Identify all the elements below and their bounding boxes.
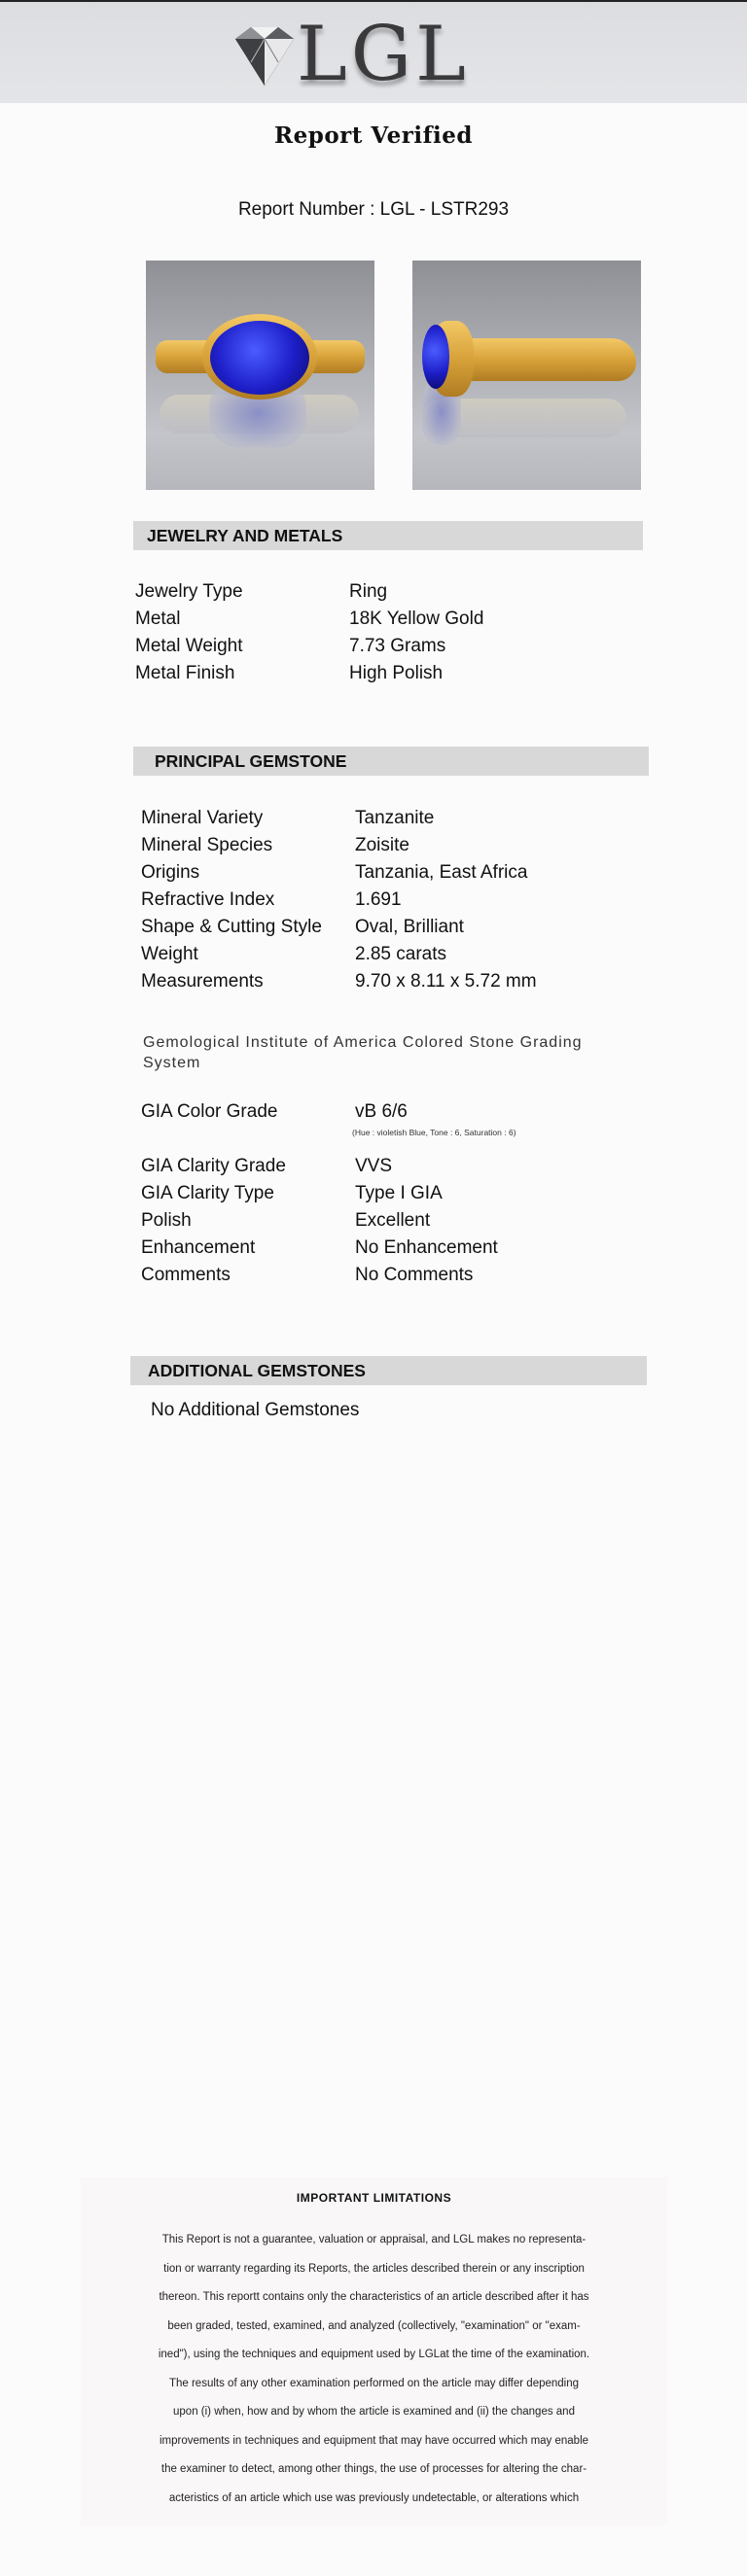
detail-value: No Comments: [355, 1265, 474, 1285]
color-grade-note: (Hue : violetish Blue, Tone : 6, Saturation : 6): [352, 1128, 516, 1137]
ring-front-photo: [146, 261, 374, 490]
additional-gemstones-text: No Additional Gemstones: [151, 1400, 360, 1420]
tanzanite-stone: [210, 321, 309, 395]
detail-value: No Enhancement: [355, 1237, 498, 1258]
detail-value: Oval, Brilliant: [355, 917, 464, 937]
detail-label: Refractive Index: [141, 889, 275, 910]
limitations-line: acteristics of an article which use was previously undetectable, or alterations which: [168, 2491, 580, 2504]
section-jewelry-and-metals: JEWELRY AND METALS: [133, 521, 643, 550]
detail-label: Jewelry Type: [135, 581, 243, 602]
detail-value: VVS: [355, 1156, 393, 1176]
section-additional-gemstones: ADDITIONAL GEMSTONES: [130, 1356, 647, 1385]
detail-label: Metal Finish: [135, 663, 235, 683]
detail-label: Polish: [141, 1210, 192, 1231]
detail-value: Ring: [349, 581, 388, 602]
detail-value: Type I GIA: [355, 1183, 443, 1203]
detail-label: Comments: [141, 1265, 231, 1285]
limitations-line: improvements in techniques and equipment that may have occurred which may enable: [159, 2434, 589, 2447]
detail-value: Tanzania, East Africa: [355, 862, 528, 883]
limitations-heading: IMPORTANT LIMITATIONS: [296, 2191, 452, 2205]
detail-label: Mineral Species: [141, 835, 273, 855]
limitations-line: thereon. This reportt contains only the characteristics of an article described after it has: [159, 2291, 589, 2303]
detail-value: vB 6/6: [355, 1101, 408, 1122]
detail-label: Weight: [141, 944, 198, 964]
report-number: Report Number : LGL - LSTR293: [237, 199, 510, 220]
section-principal-gemstone: PRINCIPAL GEMSTONE: [133, 747, 649, 776]
detail-label: Measurements: [141, 971, 264, 992]
detail-label: Shape & Cutting Style: [141, 917, 322, 937]
gia-grading-system-title: Gemological Institute of America Colored Stone Grading System: [143, 1034, 583, 1071]
page-title: Report Verified: [274, 122, 473, 149]
diamond-icon: [226, 23, 302, 91]
detail-label: Metal Weight: [135, 636, 243, 656]
detail-label: GIA Clarity Grade: [141, 1156, 286, 1176]
detail-value: High Polish: [349, 663, 444, 683]
header: [0, 0, 747, 103]
detail-label: Origins: [141, 862, 200, 883]
detail-value: 2.85 carats: [355, 944, 446, 964]
detail-label: GIA Color Grade: [141, 1101, 278, 1122]
important-limitations: [81, 2177, 667, 2525]
limitations-line: tion or warranty regarding its Reports, the articles described therein or any inscription: [163, 2262, 585, 2275]
limitations-line: been graded, tested, examined, and analyzed (collectively, "examination" or "exam-: [167, 2319, 581, 2332]
limitations-line: The results of any other examination performed on the article may differ depending: [168, 2377, 580, 2389]
detail-label: Mineral Variety: [141, 808, 264, 828]
detail-label: Enhancement: [141, 1237, 256, 1258]
detail-value: 1.691: [355, 889, 402, 910]
ring-side-photo: [412, 261, 641, 490]
detail-value: 9.70 x 8.11 x 5.72 mm: [355, 971, 537, 992]
limitations-line: upon (i) when, how and by whom the article is examined and (ii) the changes and: [173, 2406, 575, 2418]
detail-value: 7.73 Grams: [349, 636, 446, 656]
detail-label: Metal: [135, 609, 181, 629]
logo-text: LGL: [297, 11, 470, 98]
detail-label: GIA Clarity Type: [141, 1183, 274, 1203]
limitations-line: the examiner to detect, among other things, the use of processes for altering the char-: [160, 2463, 587, 2475]
detail-value: 18K Yellow Gold: [349, 609, 484, 629]
detail-value: Zoisite: [355, 835, 409, 855]
limitations-body: [106, 2226, 642, 2513]
lgl-logo[interactable]: [226, 11, 479, 98]
detail-value: Excellent: [355, 1210, 431, 1231]
limitations-line: ined"), using the techniques and equipment used by LGLat the time of the examination.: [158, 2349, 590, 2360]
detail-value: Tanzanite: [355, 808, 435, 828]
limitations-line: This Report is not a guarantee, valuation or appraisal, and LGL makes no representa-: [161, 2234, 587, 2245]
